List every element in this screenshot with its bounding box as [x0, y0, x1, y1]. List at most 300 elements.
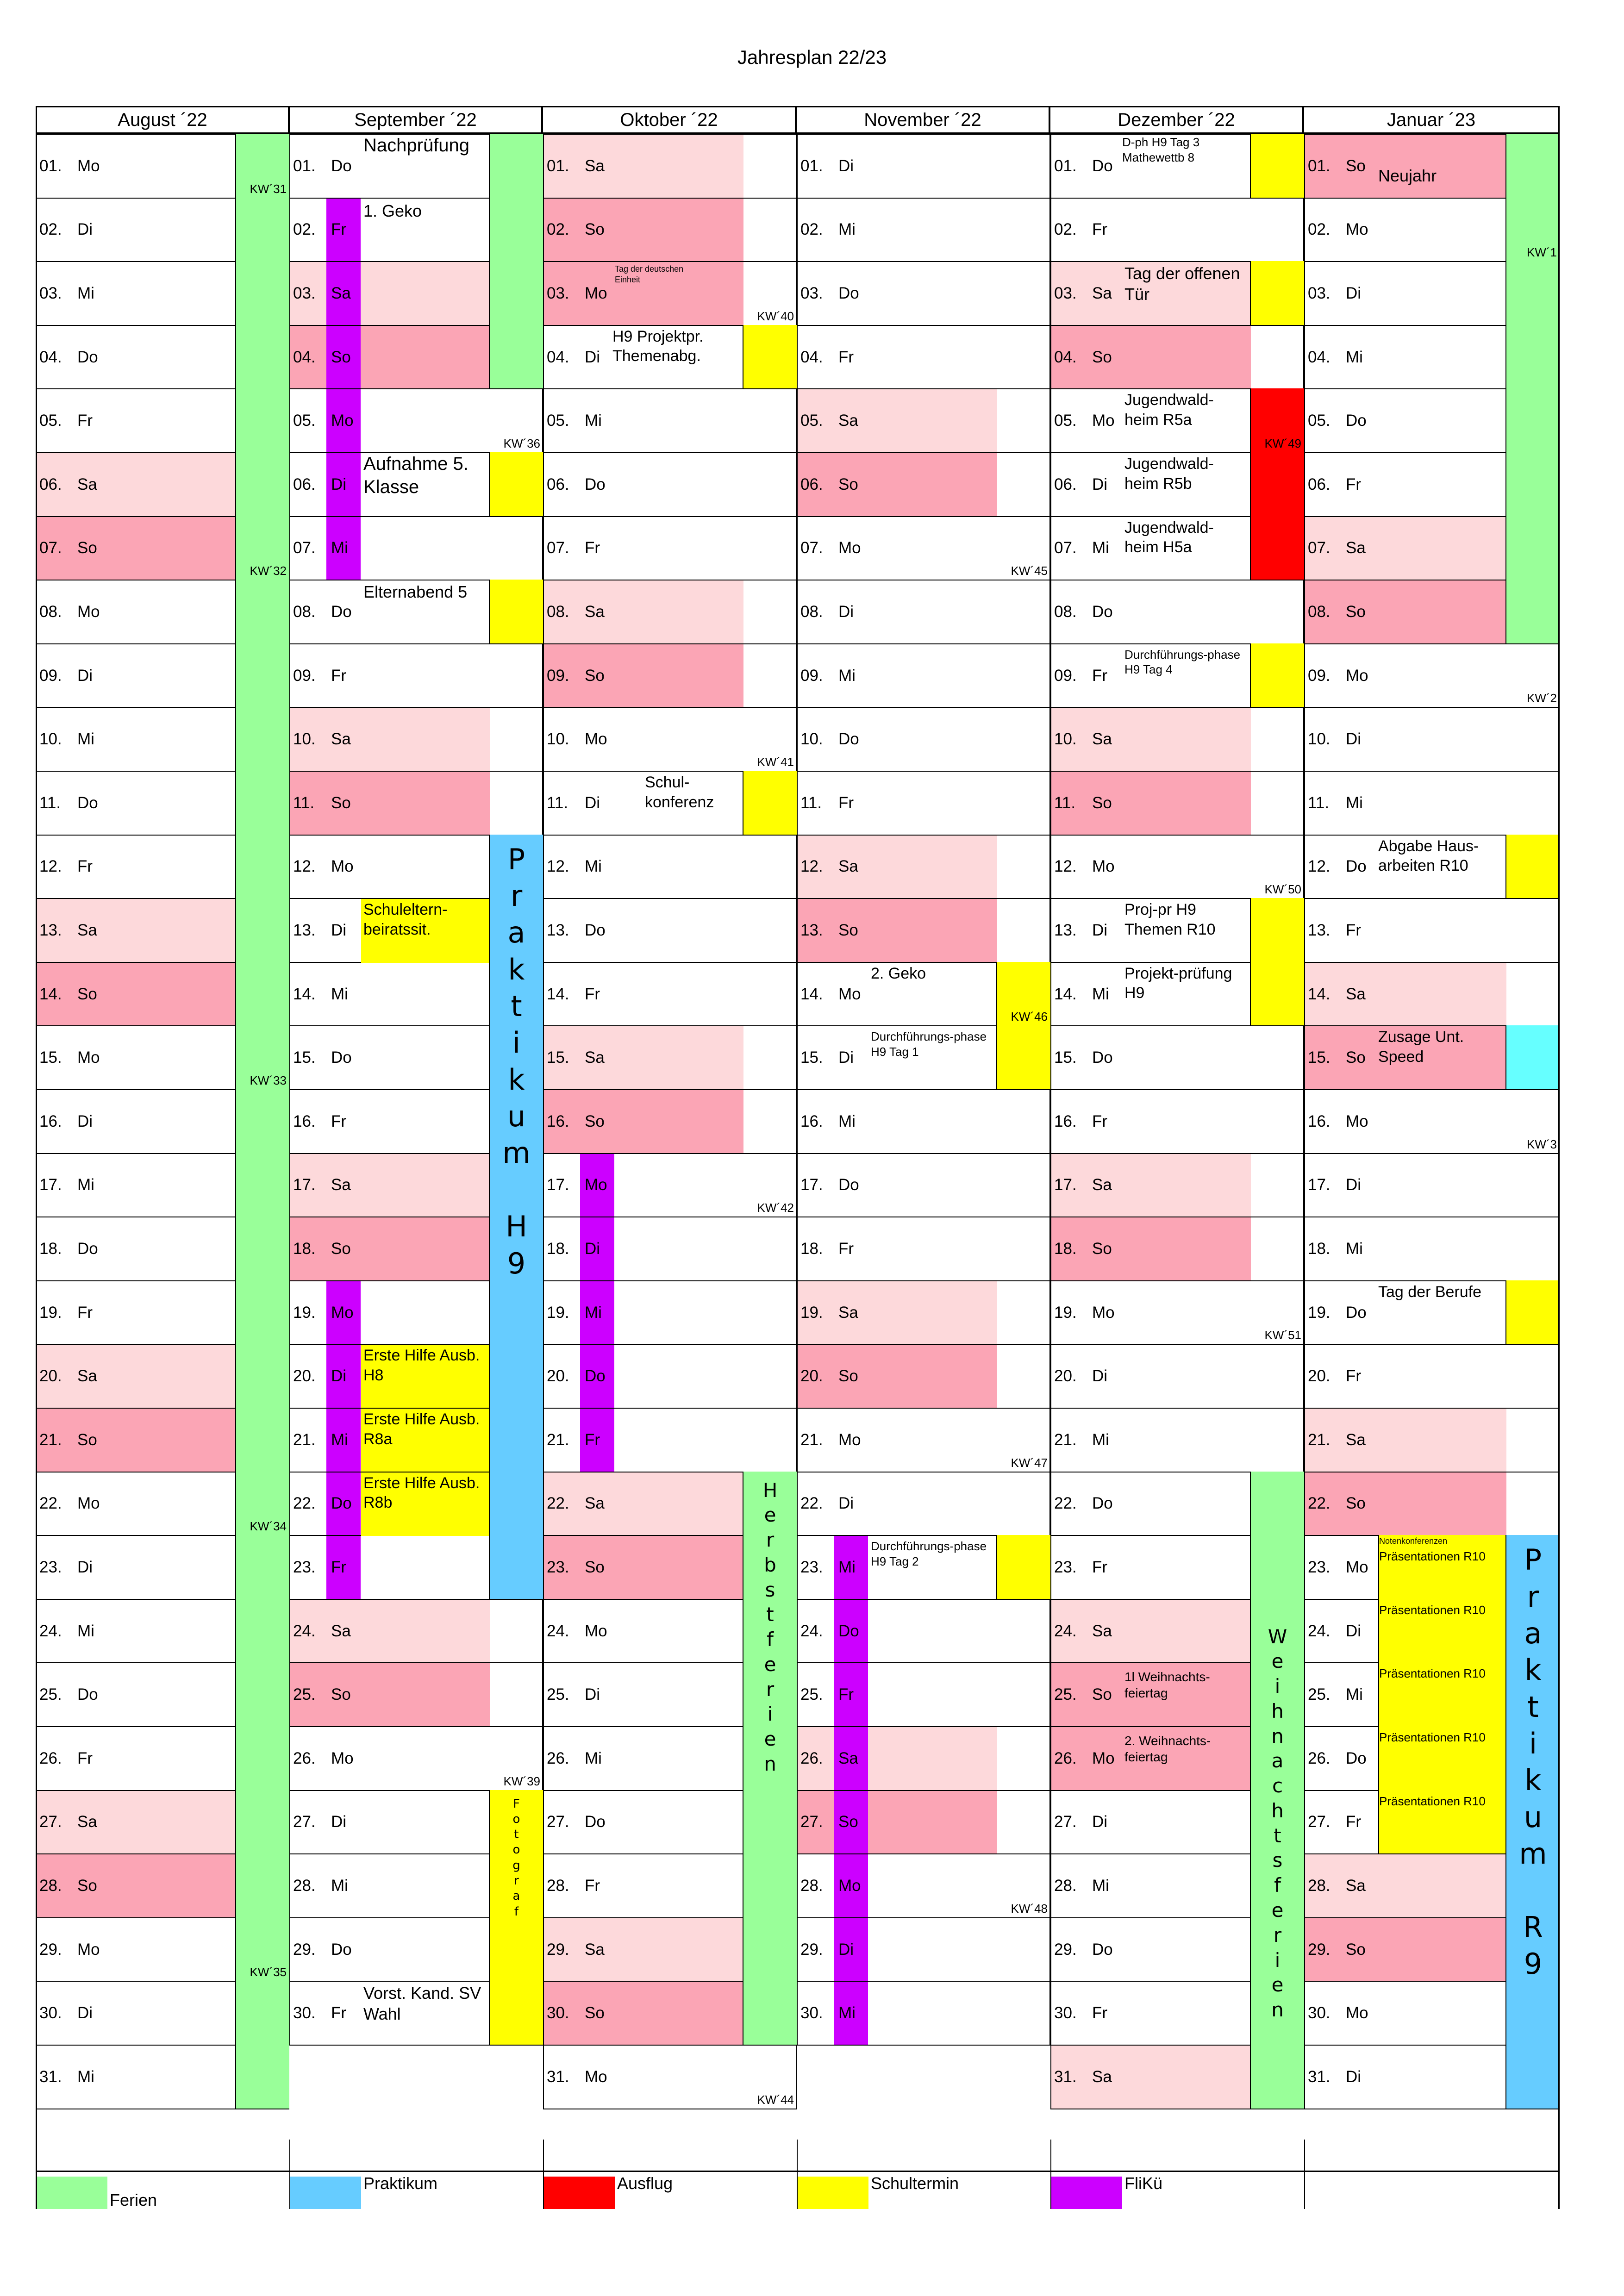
day-number: 03.: [1054, 284, 1077, 302]
day-number: 13.: [293, 921, 316, 939]
day-cell-okt-7: [543, 516, 797, 581]
weekend-shade: [290, 1217, 490, 1280]
day-number: 08.: [547, 602, 569, 621]
schultermin-box: [996, 1535, 1050, 1599]
day-number: 24.: [1054, 1622, 1077, 1640]
day-number: 03.: [800, 284, 823, 302]
event-label: Jugendwald-heim R5a: [1124, 391, 1214, 429]
day-number: 18.: [39, 1239, 62, 1258]
weekday-label: Mo: [1346, 1558, 1368, 1576]
weekday-label: Di: [838, 1940, 854, 1959]
weekday-label: So: [585, 1112, 605, 1130]
weekday-label: Do: [77, 1239, 98, 1258]
weekday-label: Mi: [585, 857, 602, 876]
weekday-label: Mi: [1346, 793, 1363, 812]
weekend-shade: [290, 1154, 490, 1217]
day-number: 07.: [1054, 539, 1077, 557]
event-label: 1l Weihnachts-feiertag: [1124, 1670, 1210, 1701]
day-number: 04.: [1054, 348, 1077, 366]
day-number: 25.: [547, 1685, 569, 1704]
day-number: 17.: [547, 1176, 569, 1194]
event-label: Erste Hilfe Ausb. R8a: [363, 1410, 480, 1448]
weekend-shade: [1051, 772, 1251, 835]
weekend-shade: [37, 1409, 236, 1472]
weekday-label: Mi: [1346, 348, 1363, 366]
weekday-label: Mi: [1092, 985, 1109, 1003]
weekday-label: Do: [838, 1622, 859, 1640]
day-number: 31.: [39, 2067, 62, 2086]
legend-swatch-2: [543, 2177, 615, 2209]
day-number: 04.: [547, 348, 569, 366]
day-cell-okt-15: [543, 1025, 797, 1090]
schultermin-box: [489, 580, 543, 643]
weekday-label: Fr: [838, 793, 854, 812]
weekday-label: Mi: [331, 1430, 348, 1449]
weekday-label: So: [1346, 602, 1366, 621]
weekend-shade: [544, 1472, 743, 1535]
event-label: Jugendwald-heim R5b: [1124, 455, 1214, 493]
weekday-label: Do: [1346, 1749, 1367, 1767]
day-number: 21.: [547, 1430, 569, 1449]
day-number: 22.: [1054, 1494, 1077, 1513]
day-number: 31.: [547, 2067, 569, 2086]
day-cell-nov-4: [797, 325, 1050, 390]
weekend-shade: [1305, 963, 1506, 1026]
day-cell-nov-2: [797, 198, 1050, 262]
weekend-shade: [37, 963, 236, 1026]
day-number: 28.: [800, 1876, 823, 1895]
event-label: Aufnahme 5. Klasse: [363, 454, 468, 497]
day-number: 27.: [293, 1813, 316, 1831]
day-number: 15.: [39, 1048, 62, 1067]
weekday-label: Do: [1092, 602, 1113, 621]
day-number: 14.: [547, 985, 569, 1003]
event-label: Jugendwald-heim H5a: [1124, 518, 1214, 556]
weekday-label: So: [838, 921, 858, 939]
fotograf-bar: [489, 1790, 543, 2045]
legend-label-1: Praktikum: [363, 2174, 438, 2193]
day-number: 13.: [39, 921, 62, 939]
ferien-strip-sep: [489, 134, 543, 388]
weekday-label: Do: [1092, 1494, 1113, 1513]
weekday-label: Fr: [331, 1112, 347, 1130]
day-number: 09.: [1054, 666, 1077, 685]
weekday-label: Mi: [77, 2067, 94, 2086]
day-number: 23.: [800, 1558, 823, 1576]
day-number: 07.: [1308, 539, 1330, 557]
day-number: 16.: [293, 1112, 316, 1130]
day-cell-okt-20: [543, 1344, 797, 1409]
weekday-label: Do: [1346, 412, 1367, 430]
weekend-shade: [798, 836, 997, 898]
day-number: 04.: [800, 348, 823, 366]
day-cell-sep-25: [289, 1662, 543, 1727]
weekday-label: Mi: [838, 666, 856, 685]
day-number: 02.: [293, 220, 316, 239]
day-number: 22.: [39, 1494, 62, 1513]
schultermin-box: [1505, 1280, 1560, 1344]
weekday-label: So: [1346, 1494, 1366, 1513]
calendar-week-label: KW´36: [503, 437, 540, 450]
weekend-shade: [37, 1791, 236, 1854]
weekend-shade: [290, 1600, 490, 1663]
weekday-label: Sa: [838, 412, 858, 430]
weekend-shade: [37, 517, 236, 580]
day-cell-nov-27: [797, 1790, 1050, 1855]
weekday-label: Mo: [838, 1430, 861, 1449]
day-number: 26.: [39, 1749, 62, 1767]
day-number: 13.: [1308, 921, 1330, 939]
weekday-label: Mi: [1092, 1876, 1109, 1895]
day-number: 17.: [39, 1176, 62, 1194]
day-cell-nov-16: [797, 1089, 1050, 1154]
day-number: 31.: [1054, 2067, 1077, 2086]
day-number: 01.: [547, 156, 569, 175]
day-number: 30.: [39, 2004, 62, 2022]
calendar-week-label: KW´41: [757, 755, 794, 769]
day-number: 17.: [800, 1176, 823, 1194]
day-number: 11.: [293, 793, 315, 812]
day-number: 08.: [1308, 602, 1330, 621]
day-number: 03.: [547, 284, 569, 302]
day-number: 15.: [547, 1048, 569, 1067]
weekday-label: Mi: [585, 1303, 602, 1322]
day-cell-nov-26: [797, 1726, 1050, 1791]
day-number: 13.: [800, 921, 823, 939]
weekend-shade: [1305, 1854, 1506, 1917]
day-number: 11.: [1054, 793, 1076, 812]
day-number: 16.: [547, 1112, 569, 1130]
day-number: 03.: [1308, 284, 1330, 302]
weekday-label: Fr: [1092, 2004, 1108, 2022]
weekday-label: Mo: [77, 1940, 100, 1959]
calendar-week-label: KW´1: [1527, 245, 1557, 260]
weekend-shade: [544, 1090, 743, 1153]
event-label: Neujahr: [1378, 166, 1437, 185]
day-cell-jan-13: [1304, 898, 1560, 963]
weekend-shade: [1305, 1409, 1506, 1472]
day-number: 26.: [1308, 1749, 1330, 1767]
day-cell-nov-6: [797, 452, 1050, 517]
day-number: 06.: [39, 475, 62, 493]
calendar-week-label: KW´48: [1011, 1901, 1048, 1915]
day-number: 31.: [1308, 2067, 1330, 2086]
day-number: 14.: [1054, 985, 1077, 1003]
calendar-week-label: KW´44: [757, 2092, 794, 2107]
day-number: 02.: [1054, 220, 1077, 239]
weekday-label: Do: [1092, 1048, 1113, 1067]
day-cell-okt-8: [543, 580, 797, 644]
weekday-label: Di: [1092, 475, 1108, 493]
day-number: 05.: [1054, 412, 1077, 430]
weekday-label: So: [1092, 1239, 1112, 1258]
day-cell-jan-20: [1304, 1344, 1560, 1409]
day-number: 23.: [1054, 1558, 1077, 1576]
day-number: 09.: [547, 666, 569, 685]
day-number: 03.: [293, 284, 316, 302]
day-number: 15.: [1308, 1048, 1330, 1067]
day-number: 02.: [547, 220, 569, 239]
calendar-week-label: KW´33: [250, 1073, 287, 1087]
weekday-label: Mo: [1092, 857, 1115, 876]
day-number: 22.: [547, 1494, 569, 1513]
weekday-label: Sa: [331, 284, 351, 302]
weekday-label: So: [838, 475, 858, 493]
month-header-nov: November ´22: [795, 106, 1050, 134]
day-number: 26.: [1054, 1749, 1077, 1767]
weekday-label: Mo: [1346, 666, 1368, 685]
day-cell-jan-10: [1304, 707, 1560, 772]
legend-swatch-1: [289, 2177, 361, 2209]
weekday-label: Mo: [585, 730, 607, 749]
weekday-label: Mo: [77, 1494, 100, 1513]
day-cell-okt-1: [543, 134, 797, 199]
weekday-label: So: [331, 793, 351, 812]
day-cell-nov-24: [797, 1599, 1050, 1664]
day-number: 30.: [800, 2004, 823, 2022]
day-number: 12.: [293, 857, 316, 876]
weekday-label: So: [838, 1813, 858, 1831]
weekday-label: Mo: [1092, 1303, 1115, 1322]
weekend-shade: [1051, 1217, 1251, 1280]
weekday-label: Fr: [1092, 1558, 1108, 1576]
month-header-sep: September ´22: [288, 106, 543, 134]
day-number: 28.: [1054, 1876, 1077, 1895]
weekday-label: Sa: [1092, 284, 1112, 302]
weekday-label: Fr: [585, 539, 600, 557]
weekday-label: Sa: [838, 1303, 858, 1322]
day-number: 24.: [293, 1622, 316, 1640]
day-number: 24.: [1308, 1622, 1330, 1640]
event-label: Erste Hilfe Ausb. R8b: [363, 1474, 480, 1512]
day-number: 12.: [1054, 857, 1077, 876]
weekday-label: Do: [331, 1048, 352, 1067]
weekday-label: Fr: [77, 412, 93, 430]
day-cell-nov-10: [797, 707, 1050, 772]
day-number: 27.: [547, 1813, 569, 1831]
weekday-label: Sa: [1092, 2067, 1112, 2086]
speed-box: [1505, 1025, 1560, 1089]
day-number: 21.: [800, 1430, 823, 1449]
day-cell-nov-11: [797, 771, 1050, 836]
day-number: 13.: [1054, 921, 1077, 939]
weekday-label: Fr: [1346, 921, 1362, 939]
day-cell-nov-20: [797, 1344, 1050, 1409]
legend-label-2: Ausflug: [617, 2174, 673, 2193]
weekday-label: Di: [1346, 284, 1362, 302]
day-number: 02.: [39, 220, 62, 239]
day-number: 18.: [1054, 1239, 1077, 1258]
weekday-label: Di: [1346, 1622, 1362, 1640]
day-number: 02.: [800, 220, 823, 239]
weekday-label: Fr: [585, 1876, 600, 1895]
day-number: 18.: [1308, 1239, 1330, 1258]
day-number: 10.: [39, 730, 62, 749]
weekend-shade: [37, 1345, 236, 1408]
weekday-label: So: [585, 1558, 605, 1576]
legend-swatch-0: [36, 2177, 107, 2209]
day-number: 18.: [800, 1239, 823, 1258]
weekday-label: Fr: [331, 1558, 347, 1576]
weekday-label: Do: [77, 348, 98, 366]
weekday-label: Mo: [1346, 220, 1368, 239]
day-number: 19.: [293, 1303, 316, 1322]
day-number: 07.: [547, 539, 569, 557]
calendar-week-label: KW´42: [757, 1201, 794, 1215]
day-number: 10.: [293, 730, 316, 749]
schultermin-box: [1250, 134, 1304, 198]
weekday-label: Fr: [1346, 475, 1362, 493]
weekend-shade: [544, 644, 743, 707]
day-number: 05.: [800, 412, 823, 430]
event-label: Tag der offenen Tür: [1124, 264, 1240, 304]
weekday-label: Mi: [1346, 1239, 1363, 1258]
event-label: Proj-pr H9 Themen R10: [1124, 901, 1216, 938]
calendar-week-label: KW´50: [1264, 882, 1301, 897]
weekend-shade: [290, 708, 490, 771]
weekday-label: Di: [331, 1367, 347, 1385]
event-label: Präsentationen R10: [1379, 1666, 1486, 1681]
day-number: 24.: [39, 1622, 62, 1640]
day-number: 15.: [293, 1048, 316, 1067]
day-number: 21.: [1054, 1430, 1077, 1449]
day-number: 25.: [293, 1685, 316, 1704]
weekday-label: Do: [1346, 857, 1367, 876]
weekday-label: So: [1092, 348, 1112, 366]
event-label: Durchführungs-phase H9 Tag 1: [871, 1029, 987, 1059]
weekend-shade: [544, 1026, 743, 1089]
weekday-label: Fr: [838, 348, 854, 366]
day-cell-sep-24: [289, 1599, 543, 1664]
schultermin-box: [743, 771, 797, 835]
day-number: 23.: [547, 1558, 569, 1576]
weekday-label: Fr: [838, 1685, 854, 1704]
weekday-label: Sa: [585, 1940, 605, 1959]
weihnachtsferien-bar: [1250, 1472, 1304, 2109]
weekend-shade: [1051, 326, 1251, 389]
day-number: 08.: [800, 602, 823, 621]
weekend-shade: [1051, 1154, 1251, 1217]
month-header-aug: August ´22: [36, 106, 289, 134]
weekday-label: Mo: [77, 602, 100, 621]
day-cell-nov-22: [797, 1472, 1050, 1536]
weekend-shade: [290, 326, 490, 389]
month-header-okt: Oktober ´22: [542, 106, 796, 134]
day-cell-nov-19: [797, 1280, 1050, 1345]
event-label: Präsentationen R10: [1379, 1794, 1486, 1808]
day-number: 29.: [293, 1940, 316, 1959]
weekday-label: Mi: [1346, 1685, 1363, 1704]
day-cell-okt-13: [543, 898, 797, 963]
weekday-label: So: [585, 666, 605, 685]
event-label: Projekt-prüfung H9: [1124, 964, 1232, 1002]
day-number: 28.: [39, 1876, 62, 1895]
day-number: 20.: [800, 1367, 823, 1385]
weekday-label: Mi: [77, 1176, 94, 1194]
day-cell-okt-19: [543, 1280, 797, 1345]
day-number: 10.: [1308, 730, 1330, 749]
weekday-label: Mo: [1346, 2004, 1368, 2022]
day-number: 12.: [547, 857, 569, 876]
weekend-shade: [37, 899, 236, 962]
praktikum-h9-bar: [489, 835, 543, 1599]
day-number: 09.: [39, 666, 62, 685]
day-cell-nov-25: [797, 1662, 1050, 1727]
day-number: 24.: [547, 1622, 569, 1640]
day-cell-nov-1: [797, 134, 1050, 199]
calendar-week-label: KW´49: [1264, 437, 1301, 450]
day-cell-nov-5: [797, 388, 1050, 453]
day-number: 27.: [39, 1813, 62, 1831]
day-cell-okt-6: [543, 452, 797, 517]
weekday-label: Di: [838, 602, 854, 621]
weekday-label: Di: [838, 1494, 854, 1513]
weekday-label: Fr: [77, 1303, 93, 1322]
day-number: 17.: [293, 1176, 316, 1194]
day-cell-okt-5: [543, 388, 797, 453]
calendar-week-label: KW´46: [1011, 1010, 1048, 1024]
weekday-label: Mo: [331, 412, 354, 430]
weekday-label: Sa: [585, 602, 605, 621]
weekday-label: Di: [1092, 921, 1108, 939]
weekday-label: Di: [331, 1813, 347, 1831]
weekday-label: Sa: [77, 921, 97, 939]
weekend-shade: [544, 580, 743, 643]
day-cell-okt-2: [543, 198, 797, 262]
day-number: 29.: [800, 1940, 823, 1959]
calendar-week-label: KW´39: [503, 1774, 540, 1788]
day-number: 06.: [1054, 475, 1077, 493]
calendar-week-label: KW´51: [1264, 1328, 1301, 1342]
day-number: 20.: [547, 1367, 569, 1385]
weekday-label: Do: [331, 1494, 352, 1513]
day-number: 22.: [293, 1494, 316, 1513]
day-number: 06.: [800, 475, 823, 493]
day-number: 12.: [39, 857, 62, 876]
day-number: 14.: [39, 985, 62, 1003]
day-cell-nov-13: [797, 898, 1050, 963]
day-number: 27.: [800, 1813, 823, 1831]
schultermin-box: [489, 452, 543, 516]
weekday-label: Sa: [585, 156, 605, 175]
day-number: 09.: [1308, 666, 1330, 685]
weekend-shade: [1305, 1918, 1506, 1981]
weekend-shade: [798, 899, 997, 962]
weekday-label: Sa: [331, 1176, 351, 1194]
day-number: 01.: [1054, 156, 1077, 175]
day-number: 15.: [1054, 1048, 1077, 1067]
weekend-shade: [798, 1727, 997, 1790]
event-label: Abgabe Haus-arbeiten R10: [1378, 837, 1479, 875]
day-number: 25.: [800, 1685, 823, 1704]
day-cell-nov-12: [797, 835, 1050, 899]
weekday-label: Mo: [838, 985, 861, 1003]
day-number: 29.: [547, 1940, 569, 1959]
weekday-label: Sa: [331, 730, 351, 749]
weekday-label: Do: [585, 475, 606, 493]
weekday-label: Sa: [1346, 1430, 1366, 1449]
day-number: 07.: [39, 539, 62, 557]
day-number: 04.: [1308, 348, 1330, 366]
weekday-label: Di: [585, 1685, 600, 1704]
weekday-label: Sa: [585, 1494, 605, 1513]
weekday-label: Mi: [331, 1876, 348, 1895]
day-number: 11.: [800, 793, 822, 812]
weekday-label: So: [1346, 1048, 1366, 1067]
day-number: 01.: [293, 156, 316, 175]
weekday-label: Di: [1346, 1176, 1362, 1194]
weekday-label: Mi: [331, 985, 348, 1003]
